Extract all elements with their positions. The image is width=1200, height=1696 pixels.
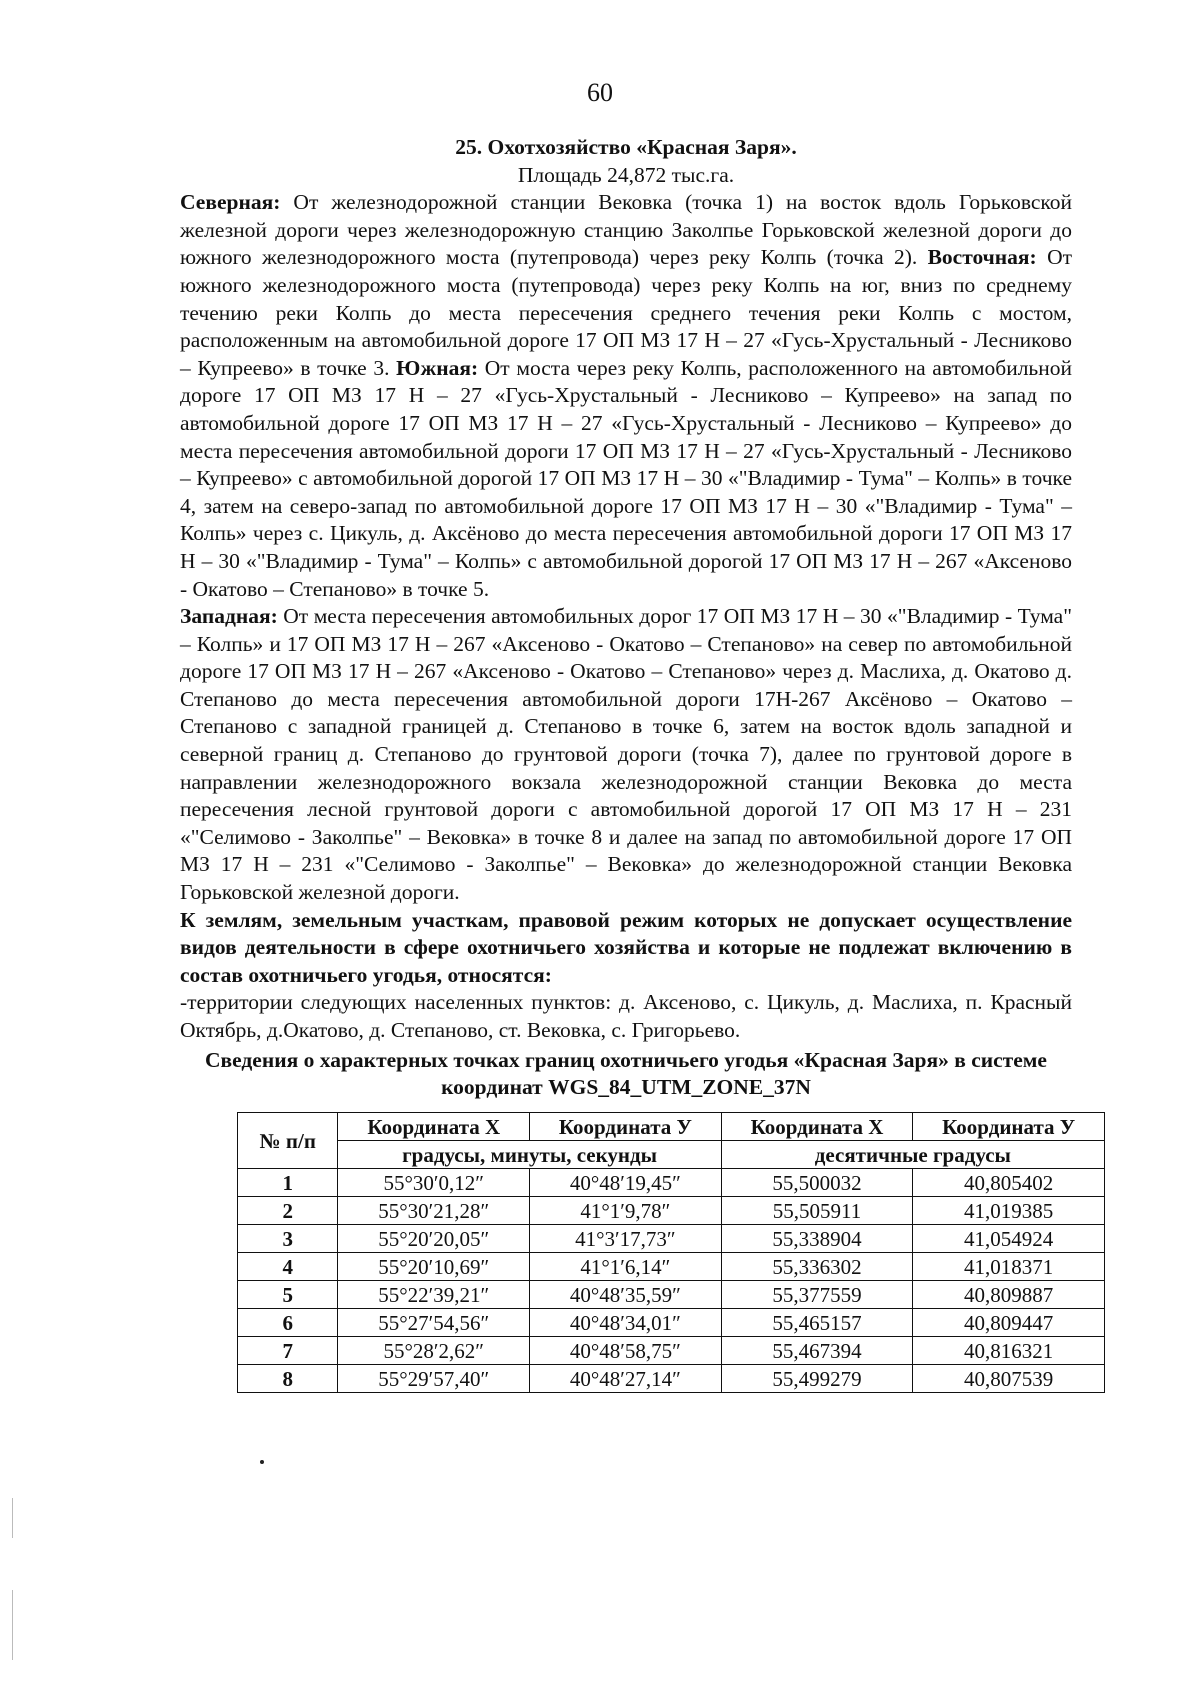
table-row (238, 1225, 1105, 1253)
stray-dot (260, 1460, 264, 1464)
cell-y-dms: 40°48′34,01″ (530, 1309, 722, 1337)
cell-y-dms: 40°48′58,75″ (530, 1337, 722, 1365)
cell-x-dec: 55,500032 (721, 1169, 913, 1197)
table-row (238, 1309, 1105, 1337)
header-dms-units: градусы, минуты, секунды (338, 1141, 721, 1169)
table-row (238, 1169, 1105, 1197)
header-x-dec: Координата X (721, 1113, 913, 1141)
exclusions-heading: К землям, земельным участкам, правовой режим которых не допускает осуществление видов деятельности в сфере охотничьего хозяйства и которые не подлежат включению в состав охотничьего угодья, относятся: (180, 907, 1072, 987)
scan-edge-mark (12, 1498, 13, 1538)
table-row (238, 1253, 1105, 1281)
document-body (180, 134, 1072, 1102)
cell-x-dms: 55°22′39,21″ (338, 1281, 530, 1309)
header-x-dms: Координата X (338, 1113, 530, 1141)
north-border-label: Северная: (180, 190, 281, 215)
exclusions-text: -территории следующих населенных пунктов: д. Аксеново, с. Цикуль, д. Маслиха, п. Красный Октябрь, д.Окатово, д. Степаново, ст. Вековка, с. Григорьево. (180, 990, 1072, 1042)
cell-y-dec: 41,054924 (913, 1225, 1105, 1253)
cell-y-dec: 40,805402 (913, 1169, 1105, 1197)
cell-x-dec: 55,336302 (721, 1253, 913, 1281)
header-dec-units: десятичные градусы (721, 1141, 1104, 1169)
scan-edge-mark (12, 1590, 13, 1660)
cell-x-dms: 55°30′0,12″ (338, 1169, 530, 1197)
cell-x-dms: 55°20′20,05″ (338, 1225, 530, 1253)
area-line: Площадь 24,872 тыс.га. (517, 162, 735, 187)
cell-y-dms: 41°1′6,14″ (530, 1253, 722, 1281)
cell-x-dec: 55,465157 (721, 1309, 913, 1337)
west-border-paragraph (180, 603, 1072, 907)
cell-y-dms: 40°48′35,59″ (530, 1281, 722, 1309)
cell-y-dec: 40,816321 (913, 1337, 1105, 1365)
table-body (238, 1169, 1105, 1393)
cell-y-dms: 40°48′19,45″ (530, 1169, 722, 1197)
cell-y-dms: 40°48′27,14″ (530, 1365, 722, 1393)
west-border-text: От места пересечения автомобильных дорог 17 ОП МЗ 17 Н – 30 «"Владимир - Тума" – Колпь» и 17 ОП МЗ 17 Н – 267 «Аксеново - Окатово – Степаново» на север по автомобильной дороге 17 ОП МЗ 17 Н – 267 «Аксеново - Окатово – Степаново» через д. Маслиха, д. Окатово д. Степаново до места пересечения автомобильной дороги 17Н-267 Аксёново – Окатово – Степаново с западной границей д. Степаново в точке 6, затем на восток вдоль западной и северной границ д. Степаново до грунтовой дороги (точка 7), далее по грунтовой дороге в направлении железнодорожного вокзала железнодорожной станции Вековка до места пересечения лесной грунтовой дороги с автомобильной дорогой 17 ОП МЗ 17 Н – 231 «"Селимово - Заколпье" – Вековка» в точке 8 и далее на запад по автомобильной дороге 17 ОП МЗ 17 Н – 231 «"Селимово - Заколпье" – Вековка» до железнодорожной станции Вековка Горьковской железной дороги. (180, 604, 1072, 905)
row-number: 7 (238, 1337, 338, 1365)
cell-y-dms: 41°3′17,73″ (530, 1225, 722, 1253)
table-subheader-row (238, 1141, 1105, 1169)
cell-y-dms: 41°1′9,78″ (530, 1197, 722, 1225)
cell-x-dms: 55°29′57,40″ (338, 1365, 530, 1393)
north-border-text: От железнодорожной станции Вековка (точка 1) на восток вдоль Горьковской железной дороги через железнодорожную станцию Заколпье Горьковской железной дороги до южного железнодорожного моста (путепровода) через реку Колпь (точка 2). (180, 190, 1072, 270)
cell-y-dec: 40,809447 (913, 1309, 1105, 1337)
east-border-text: От южного железнодорожного моста (путепровода) через реку Колпь на юг, вниз по среднему течению реки Колпь до места пересечения среднего течения реки Колпь с мостом, расположенным на автомобильной дороге 17 ОП МЗ 17 Н – 27 «Гусь-Хрустальный - Лесниково – Купреево» в точке 3. (180, 245, 1072, 380)
section-title: 25. Охотхозяйство «Красная Заря». (455, 135, 797, 159)
cell-x-dms: 55°30′21,28″ (338, 1197, 530, 1225)
cell-x-dec: 55,467394 (721, 1337, 913, 1365)
coordinates-table (237, 1112, 1105, 1393)
cell-x-dms: 55°28′2,62″ (338, 1337, 530, 1365)
cell-x-dec: 55,505911 (721, 1197, 913, 1225)
cell-x-dms: 55°20′10,69″ (338, 1253, 530, 1281)
table-title: Сведения о характерных точках границ охотничьего угодья «Красная Заря» в системе координат WGS_84_UTM_ZONE_37N (205, 1047, 1047, 1100)
cell-x-dec: 55,499279 (721, 1365, 913, 1393)
row-number: 5 (238, 1281, 338, 1309)
row-number: 2 (238, 1197, 338, 1225)
cell-x-dec: 55,338904 (721, 1225, 913, 1253)
cell-y-dec: 40,809887 (913, 1281, 1105, 1309)
header-y-dms: Координата У (530, 1113, 722, 1141)
row-number: 8 (238, 1365, 338, 1393)
table-row (238, 1337, 1105, 1365)
cell-y-dec: 40,807539 (913, 1365, 1105, 1393)
row-number: 4 (238, 1253, 338, 1281)
west-border-label: Западная: (180, 604, 278, 629)
page-number: 60 (587, 78, 613, 107)
south-border-text: От моста через реку Колпь, расположенного на автомобильной дороге 17 ОП МЗ 17 Н – 27 «Гусь-Хрустальный - Лесниково – Купреево» на запад по автомобильной дороге 17 ОП МЗ 17 Н – 27 «Гусь-Хрустальный - Лесниково – Купреево» до места пересечения автомобильной дороги 17 ОП МЗ 17 Н – 27 «Гусь-Хрустальный - Лесниково – Купреево» с автомобильной дорогой 17 ОП МЗ 17 Н – 30 «"Владимир - Тума" – Колпь» в точке 4, затем на северо-запад по автомобильной дороге 17 ОП МЗ 17 Н – 30 «"Владимир - Тума" – Колпь» через с. Цикуль, д. Аксёново до места пересечения автомобильной дороги 17 ОП МЗ 17 Н – 30 «"Владимир - Тума" – Колпь» с автомобильной дорогой 17 ОП МЗ 17 Н – 267 «Аксеново - Окатово – Степаново» в точке 5. (180, 355, 1072, 601)
cell-x-dec: 55,377559 (721, 1281, 913, 1309)
table-row (238, 1365, 1105, 1393)
row-number: 1 (238, 1169, 338, 1197)
header-num: № п/п (238, 1113, 338, 1169)
cell-y-dec: 41,019385 (913, 1197, 1105, 1225)
cell-y-dec: 41,018371 (913, 1253, 1105, 1281)
table-header-row (238, 1113, 1105, 1141)
east-border-label: Восточная: (927, 245, 1037, 270)
south-border-label: Южная: (396, 355, 479, 380)
table-row (238, 1197, 1105, 1225)
cell-x-dms: 55°27′54,56″ (338, 1309, 530, 1337)
table-row (238, 1281, 1105, 1309)
row-number: 3 (238, 1225, 338, 1253)
borders-description (180, 189, 1072, 603)
header-y-dec: Координата У (913, 1113, 1105, 1141)
row-number: 6 (238, 1309, 338, 1337)
